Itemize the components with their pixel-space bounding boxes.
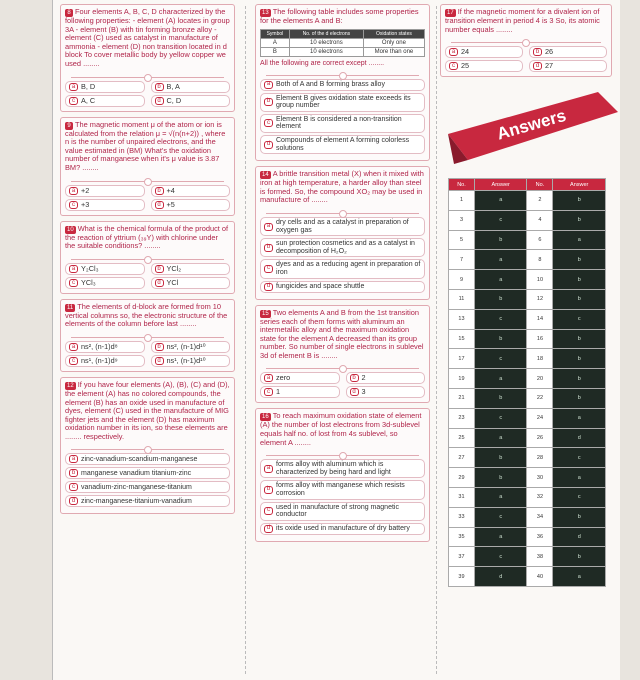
option-d[interactable]: d fungicides and space shuttle [260, 281, 425, 293]
option-d[interactable]: d YCl [151, 277, 231, 289]
question-16 [255, 408, 430, 541]
answer-header: No. [527, 179, 553, 191]
option-d[interactable]: d +5 [151, 199, 231, 211]
answer-number: 18 [527, 349, 553, 369]
answer-letter: a [474, 428, 527, 448]
answer-number: 15 [449, 329, 475, 349]
option-a[interactable]: a ns², (n-1)d⁸ [65, 341, 145, 353]
answer-number: 4 [527, 210, 553, 230]
answer-number: 33 [449, 507, 475, 527]
option-d[interactable]: d Compounds of element A forming colorless solutions [260, 135, 425, 154]
answer-header: Answer [474, 179, 527, 191]
answer-letter: c [474, 210, 527, 230]
answer-letter: a [553, 468, 606, 488]
answer-row [449, 230, 606, 250]
answer-letter: c [474, 547, 527, 567]
answer-number: 21 [449, 388, 475, 408]
answer-number: 27 [449, 448, 475, 468]
answer-letter: a [553, 230, 606, 250]
option-a[interactable]: a Both of A and B forming brass alloy [260, 79, 425, 91]
answer-row [449, 507, 606, 527]
options [260, 79, 425, 155]
answer-row [449, 428, 606, 448]
answer-number: 36 [527, 527, 553, 547]
option-b[interactable]: b manganese vanadium titanium-zinc [65, 467, 230, 479]
answer-letter: d [553, 428, 606, 448]
answer-number: 34 [527, 507, 553, 527]
option-b[interactable]: b Element B gives oxidation state exceeds its group number [260, 93, 425, 112]
option-b[interactable]: b ns², (n-1)d¹⁰ [151, 341, 231, 353]
answer-letter: b [474, 230, 527, 250]
option-a[interactable]: a zinc-vanadium-scandium-manganese [65, 453, 230, 465]
divider [71, 176, 224, 182]
divider [71, 332, 224, 338]
option-b[interactable]: b +4 [151, 185, 231, 197]
question-15 [255, 305, 430, 404]
answer-number: 17 [449, 349, 475, 369]
answer-number: 16 [527, 329, 553, 349]
answer-letter: a [474, 250, 527, 270]
option-b[interactable]: b forms alloy with manganese which resists corrosion [260, 480, 425, 499]
answer-number: 32 [527, 487, 553, 507]
question-note: All the following are correct except ........ [260, 59, 385, 67]
answer-letter: b [553, 547, 606, 567]
answer-letter: b [553, 369, 606, 389]
answer-letter: c [474, 408, 527, 428]
divider [451, 37, 601, 43]
answer-number: 11 [449, 289, 475, 309]
answer-key [448, 178, 606, 587]
question-10 [60, 221, 235, 294]
answer-number: 10 [527, 270, 553, 290]
answer-number: 6 [527, 230, 553, 250]
answer-letter: c [553, 309, 606, 329]
option-d[interactable]: d 3 [346, 386, 426, 398]
answer-row [449, 547, 606, 567]
answer-letter: b [474, 448, 527, 468]
option-b[interactable]: b YCl₂ [151, 263, 231, 275]
answer-number: 24 [527, 408, 553, 428]
answer-letter: a [474, 369, 527, 389]
answer-number: 20 [527, 369, 553, 389]
answer-letter: c [474, 349, 527, 369]
question-number: 13 [262, 10, 269, 16]
answer-number: 31 [449, 487, 475, 507]
answer-row [449, 289, 606, 309]
answer-letter: d [553, 527, 606, 547]
answer-letter: b [553, 507, 606, 527]
answer-letter: c [553, 487, 606, 507]
question-text: The magnetic moment μ of the atom or ion is calculated from the relation μ = √(n(n+2)) , where n is the number of unpaired electrons, and the value estimated in (BM) What's the oxidation number of manganese when it's μ value is 3.87 BM? ........ [65, 119, 226, 172]
question-text: Two elements A and B from the 1st transition series each of them forms with aluminum an intermetallic alloy and the maximum oxidation state for the element A decreased than its group number. So number of single electrons in sublevel 3d of element B is ........ [260, 307, 424, 360]
answer-row [449, 487, 606, 507]
options [65, 263, 230, 289]
question-number: 10 [67, 226, 74, 233]
properties-table [260, 29, 425, 57]
divider [266, 70, 419, 76]
answer-row [449, 408, 606, 428]
answer-number: 9 [449, 270, 475, 290]
option-a[interactable]: a dry cells and as a catalyst in preparation of oxygen gas [260, 217, 425, 236]
option-c[interactable]: c used in manufacture of strong magnetic conductor [260, 502, 425, 521]
question-9 [60, 117, 235, 216]
answer-number: 5 [449, 230, 475, 250]
question-17 [440, 4, 612, 77]
answer-number: 8 [527, 250, 553, 270]
option-a[interactable]: a Y₂Cl₃ [65, 263, 145, 275]
answer-letter: c [474, 309, 527, 329]
answer-letter: a [553, 567, 606, 587]
answer-number: 28 [527, 448, 553, 468]
answer-number: 14 [527, 309, 553, 329]
option-a[interactable]: a forms alloy with aluminum which is characterized by being hard and light [260, 459, 425, 478]
answer-number: 23 [449, 408, 475, 428]
column-separator [245, 6, 246, 674]
question-text: If the magnetic moment for a divalent ion of transition element in period 4 is 3 So, its atomic number equals ........ [445, 7, 600, 34]
options [445, 46, 607, 72]
answer-row [449, 191, 606, 211]
question-13 [255, 4, 430, 161]
table-header: No. of the d electrons [289, 29, 363, 38]
divider [266, 208, 419, 214]
option-b[interactable]: b 26 [529, 46, 607, 58]
answer-number: 1 [449, 191, 475, 211]
answer-number: 40 [527, 567, 553, 587]
answer-row [449, 567, 606, 587]
option-d[interactable]: d ns¹, (n-1)d¹⁰ [151, 355, 231, 367]
option-c[interactable]: c 1 [260, 386, 340, 398]
answer-letter: c [553, 448, 606, 468]
option-d[interactable]: d its oxide used in manufacture of dry battery [260, 523, 425, 535]
option-d[interactable]: d zinc-manganese-titanium-vanadium [65, 495, 230, 507]
answer-row [449, 210, 606, 230]
option-c[interactable]: c vanadium-zinc-manganese-titanium [65, 481, 230, 493]
answer-letter: a [474, 527, 527, 547]
answer-letter: b [553, 329, 606, 349]
divider [71, 72, 224, 78]
answer-number: 39 [449, 567, 475, 587]
answer-letter: a [474, 191, 527, 211]
answer-letter: a [474, 487, 527, 507]
answers-title: Answers [494, 105, 569, 144]
option-a[interactable]: a zero [260, 372, 340, 384]
answer-table [448, 178, 606, 587]
answer-row [449, 349, 606, 369]
answer-row [449, 468, 606, 488]
table-header: Oxidation states [363, 29, 424, 38]
answer-letter: b [553, 270, 606, 290]
option-d[interactable]: d 27 [529, 60, 607, 72]
question-text: The elements of d-block are formed from 10 vertical columns so, the electronic structure of the elements of the column before last ........ [65, 301, 228, 329]
answer-row [449, 388, 606, 408]
answer-row [449, 250, 606, 270]
answer-letter: b [553, 191, 606, 211]
question-number: 8 [65, 9, 73, 17]
question-number: 16 [262, 414, 269, 421]
option-c[interactable]: c +3 [65, 199, 145, 211]
options [65, 341, 230, 367]
answer-number: 3 [449, 210, 475, 230]
answer-letter: b [474, 289, 527, 309]
question-number: 11 [67, 304, 74, 311]
answer-number: 22 [527, 388, 553, 408]
answer-letter: b [553, 349, 606, 369]
answer-letter: b [474, 329, 527, 349]
answer-letter: b [474, 468, 527, 488]
question-12 [60, 377, 235, 515]
question-text: To reach maximum oxidation state of element (A) the number of lost electrons from 3d-sublevel equals half no. of lost from 4s sublevel, so element A ........ [260, 411, 422, 447]
column-separator [436, 6, 437, 674]
question-11 [60, 299, 235, 372]
answer-row [449, 369, 606, 389]
option-b[interactable]: b sun protection cosmetics and as a catalyst in decomposition of H₂O₂ [260, 238, 425, 257]
divider [71, 254, 224, 260]
option-c[interactable]: c dyes and as a reducing agent in preparation of iron [260, 259, 425, 278]
answer-letter: b [553, 210, 606, 230]
table-header: Symbol [261, 29, 290, 38]
option-a[interactable]: a +2 [65, 185, 145, 197]
question-text: What is the chemical formula of the product of the reaction of yttrium (₃₉Y) with chlorine under the suitable conditions? ........ [65, 223, 229, 251]
answer-number: 19 [449, 369, 475, 389]
divider [266, 363, 419, 369]
answer-number: 25 [449, 428, 475, 448]
answer-row [449, 270, 606, 290]
answer-number: 29 [449, 468, 475, 488]
answer-header: Answer [553, 179, 606, 191]
answer-letter: d [474, 567, 527, 587]
table-row: B 10 electrons More than one [261, 47, 425, 56]
question-number: 17 [447, 10, 454, 16]
option-c[interactable]: c ns¹, (n-1)d⁹ [65, 355, 145, 367]
question-8 [60, 4, 235, 112]
answer-letter: a [474, 270, 527, 290]
answer-number: 12 [527, 289, 553, 309]
answer-row [449, 527, 606, 547]
options [260, 372, 425, 398]
answer-number: 2 [527, 191, 553, 211]
answer-letter: b [474, 388, 527, 408]
question-number: 12 [67, 382, 74, 389]
answer-row [449, 448, 606, 468]
option-a[interactable]: a B, D [65, 81, 145, 93]
option-c[interactable]: c 25 [445, 60, 523, 72]
question-text: Four elements A, B, C, D characterized by the following properties: - element (A) locates in group 3A - element (B) with tin forming bronze alloy - element (C) used as catalyst in manufacture of ammonia - element (D) non transition located in d block To cover metallic body by yellow copper we used ........ [65, 7, 230, 68]
answer-number: 26 [527, 428, 553, 448]
answers-banner [448, 90, 620, 178]
answer-number: 13 [449, 309, 475, 329]
answer-letter: a [553, 408, 606, 428]
option-d[interactable]: d C, D [151, 95, 231, 107]
answer-number: 35 [449, 527, 475, 547]
option-a[interactable]: a 24 [445, 46, 523, 58]
question-number: 14 [262, 172, 269, 179]
column-1 [60, 4, 235, 519]
answer-letter: b [553, 388, 606, 408]
options [260, 459, 425, 535]
option-c[interactable]: c YCl₃ [65, 277, 145, 289]
question-number: 15 [262, 310, 269, 317]
divider [71, 444, 224, 450]
divider [266, 450, 419, 456]
question-text: The following table includes some properties for the elements A and B: [260, 7, 419, 25]
answer-row [449, 309, 606, 329]
question-text: A brittle transition metal (X) when it mixed with iron at high temperature, a harder alloy than steel is formed. So, the compound XO₂ may be used in manufacture of ........ [260, 169, 424, 205]
column-2 [255, 4, 430, 547]
question-text: If you have four elements (A), (B), (C) and (D), the element (A) has no colored compounds, the element (B) has an oxide used in manufacture of dyes, element (C) used in the manufacture of MIG fighter jets and the element (D) has maximum oxidation number in its ion, so these elements are ........ respectively. [65, 379, 230, 441]
answer-letter: b [553, 289, 606, 309]
answer-row [449, 329, 606, 349]
answer-letter: b [553, 250, 606, 270]
option-c[interactable]: c Element B is considered a non-transition element [260, 114, 425, 133]
option-c[interactable]: c A, C [65, 95, 145, 107]
question-14 [255, 166, 430, 299]
options [260, 217, 425, 293]
column-3 [440, 4, 612, 82]
answer-letter: c [474, 507, 527, 527]
answer-number: 38 [527, 547, 553, 567]
options [65, 453, 230, 507]
options [65, 185, 230, 211]
answer-header: No. [449, 179, 475, 191]
table-row: A 10 electrons Only one [261, 38, 425, 47]
answer-number: 7 [449, 250, 475, 270]
options [65, 81, 230, 107]
option-b[interactable]: b 2 [346, 372, 426, 384]
question-number: 9 [65, 122, 73, 130]
answer-number: 30 [527, 468, 553, 488]
option-b[interactable]: b B, A [151, 81, 231, 93]
answer-number: 37 [449, 547, 475, 567]
